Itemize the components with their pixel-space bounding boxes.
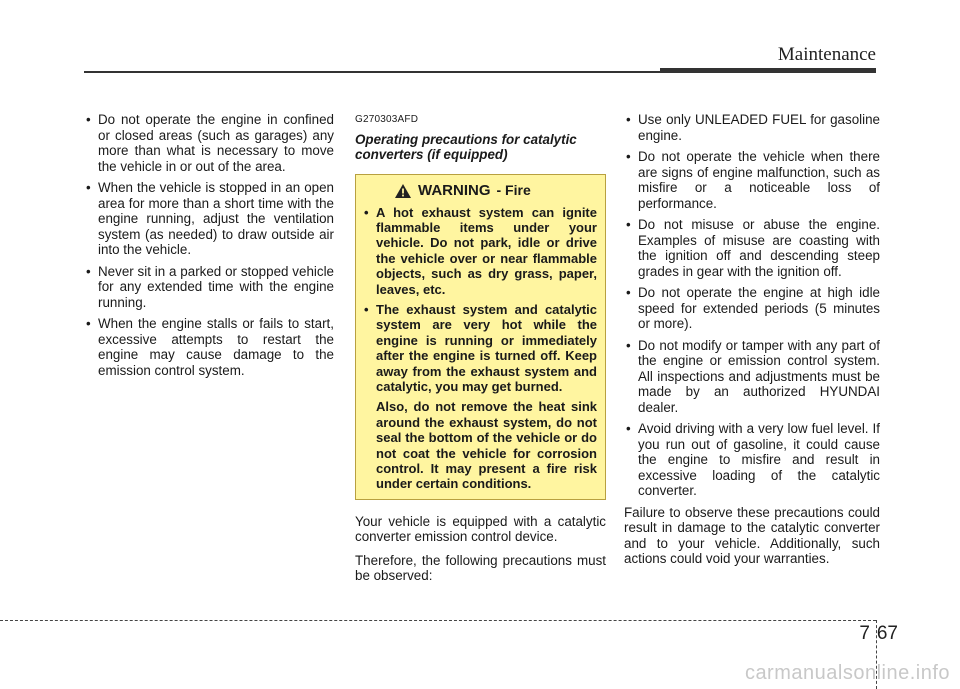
list-item: • A hot exhaust system can ignite flammable items under your vehicle. Do not park, idle or drive the vehicle over or near flammable objects, such as dry grass, paper, leaves, etc. — [364, 205, 597, 297]
section-title: Maintenance — [777, 44, 876, 65]
closing-paragraph: Failure to observe these precautions could result in damage to the catalytic converter and to your vehicle. Additionally, such actions could void your warranties. — [624, 504, 880, 566]
list-item: • Do not operate the vehicle when there are signs of engine malfunction, such as misfire or a noticeable loss of performance. — [624, 149, 880, 211]
section-code: G270303AFD — [355, 114, 419, 125]
list-item: • The exhaust system and catalytic system are very hot while the engine is running or immediately after the engine is turned off. Keep away from the exhaust system and catalytic, you may get burned. — [364, 302, 597, 394]
warning-subtitle: - Fire — [496, 181, 531, 198]
list-item: • Do not modify or tamper with any part of the engine or emission control system. All inspections and adjustments must be made by an authorized HYUNDAI dealer. — [624, 338, 880, 416]
watermark-text: carmanualsonline.info — [744, 662, 950, 684]
paragraph: Therefore, the following precautions must be observed: — [355, 552, 606, 584]
list-item: • Never sit in a parked or stopped vehicle for any extended time with the engine running. — [84, 264, 334, 311]
list-item: • Do not misuse or abuse the engine. Examples of misuse are coasting with the ignition off and descending steep grades in gear with the ignition off. — [624, 217, 880, 279]
list-item: • Do not operate the engine at high idle speed for extended periods (5 minutes or more). — [624, 285, 880, 332]
warning-list — [364, 205, 597, 395]
page-number: 67 — [876, 623, 898, 644]
bullet-list-1 — [84, 112, 334, 378]
footer-rule — [0, 620, 876, 621]
bullet-list-3 — [624, 112, 880, 499]
warning-box — [355, 174, 606, 500]
list-item: • When the vehicle is stopped in an open area for more than a short time with the engine running, adjust the ventilation system (as needed) to draw outside air into the vehicle. — [84, 180, 334, 258]
header-rule-accent — [660, 68, 876, 73]
warning-header — [364, 183, 597, 199]
chapter-number: 7 — [859, 623, 870, 644]
column-1 — [84, 112, 334, 384]
list-item: • Do not operate the engine in confined or closed areas (such as garages) any more than what is necessary to move the vehicle in or out of the area. — [84, 112, 334, 174]
warning-triangle-icon — [394, 183, 412, 199]
list-item: • Avoid driving with a very low fuel level. If you run out of gasoline, it could cause the engine to misfire and result in excessive loading of the catalytic converter. — [624, 421, 880, 499]
column-2 — [355, 112, 606, 592]
warning-extra-text: Also, do not remove the heat sink around the exhaust system, do not seal the bottom of the vehicle or do not coat the vehicle for corrosion control. It may present a fire risk under certain conditions. — [376, 399, 597, 492]
list-item: • Use only UNLEADED FUEL for gasoline engine. — [624, 112, 880, 143]
column-3 — [624, 112, 880, 575]
list-item: • When the engine stalls or fails to start, excessive attempts to restart the engine may cause damage to the emission control system. — [84, 316, 334, 378]
warning-title: WARNING — [418, 181, 491, 199]
section-subheading: Operating precautions for catalytic converters (if equipped) — [355, 131, 577, 162]
paragraph: Your vehicle is equipped with a catalytic converter emission control device. — [355, 513, 606, 545]
